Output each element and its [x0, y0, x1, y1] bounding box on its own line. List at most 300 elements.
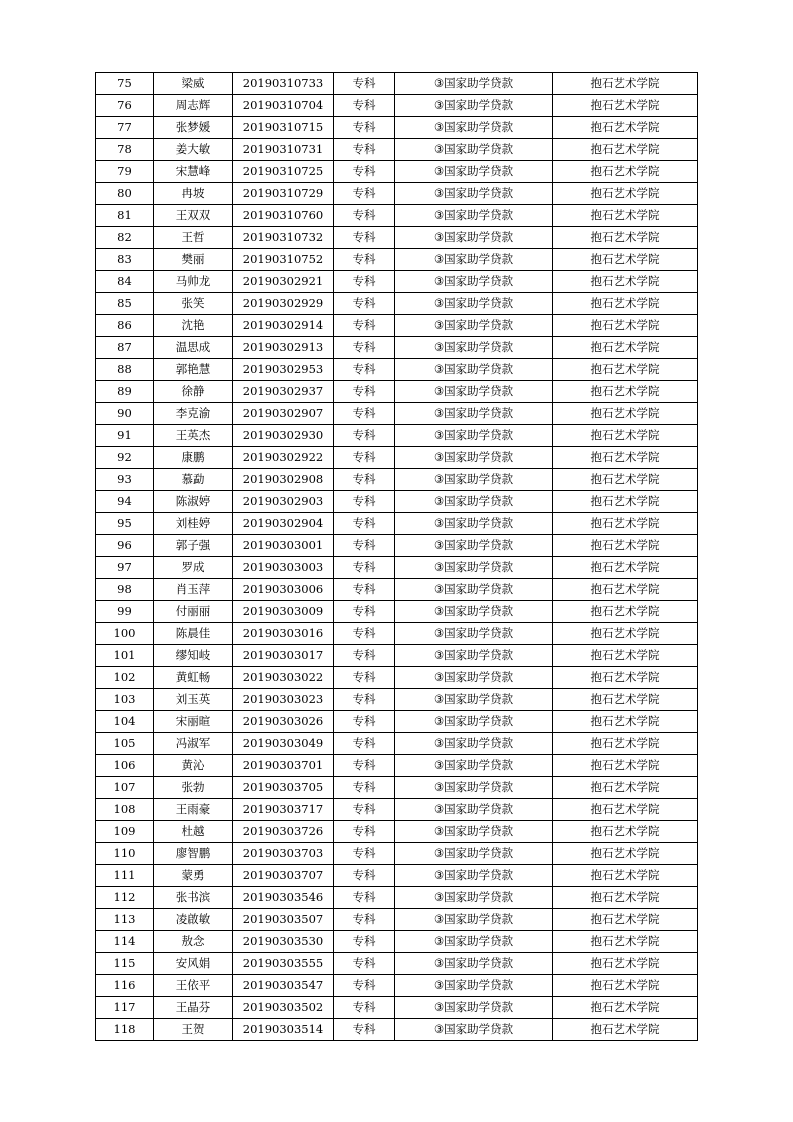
student-id-cell: 20190303023 [233, 689, 334, 711]
college-cell: 抱石艺术学院 [553, 887, 698, 909]
row-number-cell: 118 [96, 1019, 154, 1041]
student-id-cell: 20190303022 [233, 667, 334, 689]
row-number-cell: 91 [96, 425, 154, 447]
student-name-cell: 郭艳慧 [154, 359, 233, 381]
aid-type-cell: ③国家助学贷款 [395, 117, 553, 139]
student-name-cell: 廖智鹏 [154, 843, 233, 865]
student-name-cell: 沈艳 [154, 315, 233, 337]
student-name-cell: 肖玉萍 [154, 579, 233, 601]
row-number-cell: 99 [96, 601, 154, 623]
student-name-cell: 陈淑婷 [154, 491, 233, 513]
student-id-cell: 20190302937 [233, 381, 334, 403]
table-row [96, 689, 698, 711]
aid-type-cell: ③国家助学贷款 [395, 73, 553, 95]
college-cell: 抱石艺术学院 [553, 909, 698, 931]
college-cell: 抱石艺术学院 [553, 931, 698, 953]
aid-type-cell: ③国家助学贷款 [395, 557, 553, 579]
row-number-cell: 101 [96, 645, 154, 667]
college-cell: 抱石艺术学院 [553, 403, 698, 425]
aid-type-cell: ③国家助学贷款 [395, 689, 553, 711]
student-id-cell: 20190303726 [233, 821, 334, 843]
student-name-cell: 马帅龙 [154, 271, 233, 293]
education-level-cell: 专科 [334, 117, 395, 139]
table-row [96, 359, 698, 381]
education-level-cell: 专科 [334, 755, 395, 777]
student-name-cell: 李克渝 [154, 403, 233, 425]
aid-type-cell: ③国家助学贷款 [395, 535, 553, 557]
education-level-cell: 专科 [334, 359, 395, 381]
education-level-cell: 专科 [334, 447, 395, 469]
row-number-cell: 108 [96, 799, 154, 821]
student-id-cell: 20190302921 [233, 271, 334, 293]
student-id-cell: 20190303530 [233, 931, 334, 953]
student-id-cell: 20190310729 [233, 183, 334, 205]
student-id-cell: 20190310704 [233, 95, 334, 117]
row-number-cell: 116 [96, 975, 154, 997]
college-cell: 抱石艺术学院 [553, 73, 698, 95]
college-cell: 抱石艺术学院 [553, 777, 698, 799]
student-name-cell: 冯淑军 [154, 733, 233, 755]
aid-type-cell: ③国家助学贷款 [395, 821, 553, 843]
education-level-cell: 专科 [334, 403, 395, 425]
student-id-cell: 20190302922 [233, 447, 334, 469]
student-id-cell: 20190310752 [233, 249, 334, 271]
row-number-cell: 86 [96, 315, 154, 337]
student-id-cell: 20190302908 [233, 469, 334, 491]
row-number-cell: 85 [96, 293, 154, 315]
student-name-cell: 安风娟 [154, 953, 233, 975]
aid-type-cell: ③国家助学贷款 [395, 425, 553, 447]
student-id-cell: 20190302930 [233, 425, 334, 447]
student-id-cell: 20190303703 [233, 843, 334, 865]
aid-type-cell: ③国家助学贷款 [395, 997, 553, 1019]
aid-type-cell: ③国家助学贷款 [395, 755, 553, 777]
student-id-cell: 20190302929 [233, 293, 334, 315]
student-id-cell: 20190303049 [233, 733, 334, 755]
table-row [96, 733, 698, 755]
education-level-cell: 专科 [334, 249, 395, 271]
table-row [96, 227, 698, 249]
education-level-cell: 专科 [334, 227, 395, 249]
education-level-cell: 专科 [334, 843, 395, 865]
student-name-cell: 温思成 [154, 337, 233, 359]
table-row [96, 315, 698, 337]
education-level-cell: 专科 [334, 491, 395, 513]
student-loan-table [95, 72, 698, 1041]
row-number-cell: 102 [96, 667, 154, 689]
aid-type-cell: ③国家助学贷款 [395, 249, 553, 271]
student-name-cell: 敖念 [154, 931, 233, 953]
student-name-cell: 蒙勇 [154, 865, 233, 887]
table-row [96, 711, 698, 733]
table-row [96, 249, 698, 271]
education-level-cell: 专科 [334, 381, 395, 403]
row-number-cell: 115 [96, 953, 154, 975]
row-number-cell: 103 [96, 689, 154, 711]
education-level-cell: 专科 [334, 821, 395, 843]
aid-type-cell: ③国家助学贷款 [395, 293, 553, 315]
student-id-cell: 20190303547 [233, 975, 334, 997]
college-cell: 抱石艺术学院 [553, 381, 698, 403]
college-cell: 抱石艺术学院 [553, 359, 698, 381]
row-number-cell: 77 [96, 117, 154, 139]
student-id-cell: 20190310731 [233, 139, 334, 161]
aid-type-cell: ③国家助学贷款 [395, 315, 553, 337]
student-name-cell: 慕勐 [154, 469, 233, 491]
student-name-cell: 黄沁 [154, 755, 233, 777]
student-name-cell: 缪知岐 [154, 645, 233, 667]
aid-type-cell: ③国家助学贷款 [395, 909, 553, 931]
row-number-cell: 107 [96, 777, 154, 799]
education-level-cell: 专科 [334, 623, 395, 645]
college-cell: 抱石艺术学院 [553, 513, 698, 535]
education-level-cell: 专科 [334, 513, 395, 535]
student-name-cell: 王哲 [154, 227, 233, 249]
student-id-cell: 20190303701 [233, 755, 334, 777]
student-name-cell: 张梦媛 [154, 117, 233, 139]
education-level-cell: 专科 [334, 469, 395, 491]
education-level-cell: 专科 [334, 535, 395, 557]
row-number-cell: 112 [96, 887, 154, 909]
student-name-cell: 梁威 [154, 73, 233, 95]
college-cell: 抱石艺术学院 [553, 645, 698, 667]
student-name-cell: 樊丽 [154, 249, 233, 271]
table-row [96, 293, 698, 315]
student-id-cell: 20190303006 [233, 579, 334, 601]
education-level-cell: 专科 [334, 733, 395, 755]
aid-type-cell: ③国家助学贷款 [395, 799, 553, 821]
college-cell: 抱石艺术学院 [553, 161, 698, 183]
education-level-cell: 专科 [334, 337, 395, 359]
education-level-cell: 专科 [334, 73, 395, 95]
student-name-cell: 王英杰 [154, 425, 233, 447]
table-row [96, 953, 698, 975]
aid-type-cell: ③国家助学贷款 [395, 491, 553, 513]
row-number-cell: 90 [96, 403, 154, 425]
student-id-cell: 20190303707 [233, 865, 334, 887]
row-number-cell: 83 [96, 249, 154, 271]
aid-type-cell: ③国家助学贷款 [395, 227, 553, 249]
education-level-cell: 专科 [334, 887, 395, 909]
student-id-cell: 20190303514 [233, 1019, 334, 1041]
student-name-cell: 陈晨佳 [154, 623, 233, 645]
college-cell: 抱石艺术学院 [553, 843, 698, 865]
aid-type-cell: ③国家助学贷款 [395, 139, 553, 161]
college-cell: 抱石艺术学院 [553, 249, 698, 271]
student-id-cell: 20190302907 [233, 403, 334, 425]
aid-type-cell: ③国家助学贷款 [395, 95, 553, 117]
table-row [96, 601, 698, 623]
education-level-cell: 专科 [334, 557, 395, 579]
row-number-cell: 100 [96, 623, 154, 645]
row-number-cell: 110 [96, 843, 154, 865]
aid-type-cell: ③国家助学贷款 [395, 183, 553, 205]
table-row [96, 271, 698, 293]
college-cell: 抱石艺术学院 [553, 623, 698, 645]
education-level-cell: 专科 [334, 601, 395, 623]
table-row [96, 755, 698, 777]
college-cell: 抱石艺术学院 [553, 183, 698, 205]
college-cell: 抱石艺术学院 [553, 733, 698, 755]
college-cell: 抱石艺术学院 [553, 227, 698, 249]
row-number-cell: 81 [96, 205, 154, 227]
student-id-cell: 20190310715 [233, 117, 334, 139]
student-name-cell: 宋慧峰 [154, 161, 233, 183]
table-row [96, 667, 698, 689]
student-id-cell: 20190302914 [233, 315, 334, 337]
aid-type-cell: ③国家助学贷款 [395, 975, 553, 997]
aid-type-cell: ③国家助学贷款 [395, 601, 553, 623]
education-level-cell: 专科 [334, 183, 395, 205]
student-id-cell: 20190303502 [233, 997, 334, 1019]
education-level-cell: 专科 [334, 997, 395, 1019]
college-cell: 抱石艺术学院 [553, 205, 698, 227]
aid-type-cell: ③国家助学贷款 [395, 359, 553, 381]
student-id-cell: 20190302904 [233, 513, 334, 535]
student-id-cell: 20190303001 [233, 535, 334, 557]
table-row [96, 645, 698, 667]
student-name-cell: 王雨豪 [154, 799, 233, 821]
student-name-cell: 杜越 [154, 821, 233, 843]
aid-type-cell: ③国家助学贷款 [395, 645, 553, 667]
college-cell: 抱石艺术学院 [553, 95, 698, 117]
row-number-cell: 75 [96, 73, 154, 95]
table-row [96, 469, 698, 491]
row-number-cell: 109 [96, 821, 154, 843]
student-id-cell: 20190303705 [233, 777, 334, 799]
education-level-cell: 专科 [334, 975, 395, 997]
aid-type-cell: ③国家助学贷款 [395, 579, 553, 601]
table-row [96, 513, 698, 535]
student-name-cell: 张笑 [154, 293, 233, 315]
college-cell: 抱石艺术学院 [553, 667, 698, 689]
student-name-cell: 刘桂婷 [154, 513, 233, 535]
student-id-cell: 20190310725 [233, 161, 334, 183]
table-row [96, 579, 698, 601]
student-id-cell: 20190302953 [233, 359, 334, 381]
student-name-cell: 刘玉英 [154, 689, 233, 711]
education-level-cell: 专科 [334, 1019, 395, 1041]
education-level-cell: 专科 [334, 953, 395, 975]
student-id-cell: 20190303009 [233, 601, 334, 623]
row-number-cell: 104 [96, 711, 154, 733]
education-level-cell: 专科 [334, 865, 395, 887]
table-row [96, 535, 698, 557]
table-row [96, 909, 698, 931]
row-number-cell: 113 [96, 909, 154, 931]
row-number-cell: 76 [96, 95, 154, 117]
row-number-cell: 89 [96, 381, 154, 403]
student-name-cell: 郭子强 [154, 535, 233, 557]
education-level-cell: 专科 [334, 95, 395, 117]
aid-type-cell: ③国家助学贷款 [395, 337, 553, 359]
row-number-cell: 94 [96, 491, 154, 513]
table-row [96, 1019, 698, 1041]
student-name-cell: 王晶芬 [154, 997, 233, 1019]
table-row [96, 997, 698, 1019]
table-row [96, 95, 698, 117]
college-cell: 抱石艺术学院 [553, 425, 698, 447]
row-number-cell: 79 [96, 161, 154, 183]
college-cell: 抱石艺术学院 [553, 315, 698, 337]
student-name-cell: 王双双 [154, 205, 233, 227]
table-row [96, 205, 698, 227]
aid-type-cell: ③国家助学贷款 [395, 887, 553, 909]
table-row [96, 337, 698, 359]
aid-type-cell: ③国家助学贷款 [395, 1019, 553, 1041]
college-cell: 抱石艺术学院 [553, 1019, 698, 1041]
table-row [96, 557, 698, 579]
row-number-cell: 106 [96, 755, 154, 777]
aid-type-cell: ③国家助学贷款 [395, 205, 553, 227]
student-id-cell: 20190310760 [233, 205, 334, 227]
table-row [96, 623, 698, 645]
student-name-cell: 凌啟敏 [154, 909, 233, 931]
college-cell: 抱石艺术学院 [553, 997, 698, 1019]
table-row [96, 887, 698, 909]
aid-type-cell: ③国家助学贷款 [395, 271, 553, 293]
row-number-cell: 98 [96, 579, 154, 601]
row-number-cell: 111 [96, 865, 154, 887]
college-cell: 抱石艺术学院 [553, 865, 698, 887]
education-level-cell: 专科 [334, 315, 395, 337]
college-cell: 抱石艺术学院 [553, 689, 698, 711]
row-number-cell: 87 [96, 337, 154, 359]
college-cell: 抱石艺术学院 [553, 535, 698, 557]
aid-type-cell: ③国家助学贷款 [395, 733, 553, 755]
student-id-cell: 20190303717 [233, 799, 334, 821]
table-row [96, 865, 698, 887]
row-number-cell: 84 [96, 271, 154, 293]
college-cell: 抱石艺术学院 [553, 447, 698, 469]
table-row [96, 117, 698, 139]
student-id-cell: 20190303555 [233, 953, 334, 975]
student-name-cell: 张勃 [154, 777, 233, 799]
education-level-cell: 专科 [334, 271, 395, 293]
student-id-cell: 20190303546 [233, 887, 334, 909]
row-number-cell: 117 [96, 997, 154, 1019]
student-name-cell: 姜大敏 [154, 139, 233, 161]
college-cell: 抱石艺术学院 [553, 337, 698, 359]
student-name-cell: 周志辉 [154, 95, 233, 117]
college-cell: 抱石艺术学院 [553, 271, 698, 293]
education-level-cell: 专科 [334, 667, 395, 689]
aid-type-cell: ③国家助学贷款 [395, 447, 553, 469]
student-name-cell: 王依平 [154, 975, 233, 997]
table-row [96, 447, 698, 469]
education-level-cell: 专科 [334, 777, 395, 799]
table-row [96, 381, 698, 403]
aid-type-cell: ③国家助学贷款 [395, 403, 553, 425]
student-id-cell: 20190303003 [233, 557, 334, 579]
student-id-cell: 20190303016 [233, 623, 334, 645]
student-id-cell: 20190303507 [233, 909, 334, 931]
student-name-cell: 付丽丽 [154, 601, 233, 623]
education-level-cell: 专科 [334, 799, 395, 821]
college-cell: 抱石艺术学院 [553, 469, 698, 491]
row-number-cell: 95 [96, 513, 154, 535]
table-row [96, 843, 698, 865]
education-level-cell: 专科 [334, 645, 395, 667]
college-cell: 抱石艺术学院 [553, 821, 698, 843]
aid-type-cell: ③国家助学贷款 [395, 931, 553, 953]
education-level-cell: 专科 [334, 293, 395, 315]
table-body [96, 73, 698, 1041]
college-cell: 抱石艺术学院 [553, 579, 698, 601]
student-id-cell: 20190303026 [233, 711, 334, 733]
college-cell: 抱石艺术学院 [553, 601, 698, 623]
student-id-cell: 20190302913 [233, 337, 334, 359]
row-number-cell: 88 [96, 359, 154, 381]
college-cell: 抱石艺术学院 [553, 799, 698, 821]
table-row [96, 425, 698, 447]
college-cell: 抱石艺术学院 [553, 755, 698, 777]
aid-type-cell: ③国家助学贷款 [395, 623, 553, 645]
education-level-cell: 专科 [334, 161, 395, 183]
student-id-cell: 20190302903 [233, 491, 334, 513]
row-number-cell: 105 [96, 733, 154, 755]
student-name-cell: 黄虹畅 [154, 667, 233, 689]
aid-type-cell: ③国家助学贷款 [395, 381, 553, 403]
row-number-cell: 82 [96, 227, 154, 249]
aid-type-cell: ③国家助学贷款 [395, 469, 553, 491]
college-cell: 抱石艺术学院 [553, 953, 698, 975]
aid-type-cell: ③国家助学贷款 [395, 711, 553, 733]
row-number-cell: 97 [96, 557, 154, 579]
education-level-cell: 专科 [334, 205, 395, 227]
education-level-cell: 专科 [334, 711, 395, 733]
row-number-cell: 93 [96, 469, 154, 491]
table-row [96, 139, 698, 161]
college-cell: 抱石艺术学院 [553, 975, 698, 997]
table-row [96, 799, 698, 821]
table-row [96, 183, 698, 205]
table-row [96, 73, 698, 95]
table-row [96, 161, 698, 183]
table-row [96, 931, 698, 953]
student-name-cell: 康鹏 [154, 447, 233, 469]
table-row [96, 975, 698, 997]
student-name-cell: 罗成 [154, 557, 233, 579]
table-row [96, 491, 698, 513]
student-name-cell: 宋丽暄 [154, 711, 233, 733]
row-number-cell: 114 [96, 931, 154, 953]
aid-type-cell: ③国家助学贷款 [395, 865, 553, 887]
college-cell: 抱石艺术学院 [553, 491, 698, 513]
aid-type-cell: ③国家助学贷款 [395, 843, 553, 865]
education-level-cell: 专科 [334, 689, 395, 711]
row-number-cell: 96 [96, 535, 154, 557]
row-number-cell: 92 [96, 447, 154, 469]
student-name-cell: 王贺 [154, 1019, 233, 1041]
education-level-cell: 专科 [334, 139, 395, 161]
college-cell: 抱石艺术学院 [553, 139, 698, 161]
aid-type-cell: ③国家助学贷款 [395, 513, 553, 535]
table-row [96, 403, 698, 425]
education-level-cell: 专科 [334, 909, 395, 931]
student-name-cell: 徐静 [154, 381, 233, 403]
college-cell: 抱石艺术学院 [553, 557, 698, 579]
student-name-cell: 张书滨 [154, 887, 233, 909]
education-level-cell: 专科 [334, 931, 395, 953]
college-cell: 抱石艺术学院 [553, 293, 698, 315]
college-cell: 抱石艺术学院 [553, 711, 698, 733]
table-row [96, 777, 698, 799]
education-level-cell: 专科 [334, 579, 395, 601]
aid-type-cell: ③国家助学贷款 [395, 953, 553, 975]
aid-type-cell: ③国家助学贷款 [395, 667, 553, 689]
student-id-cell: 20190310733 [233, 73, 334, 95]
